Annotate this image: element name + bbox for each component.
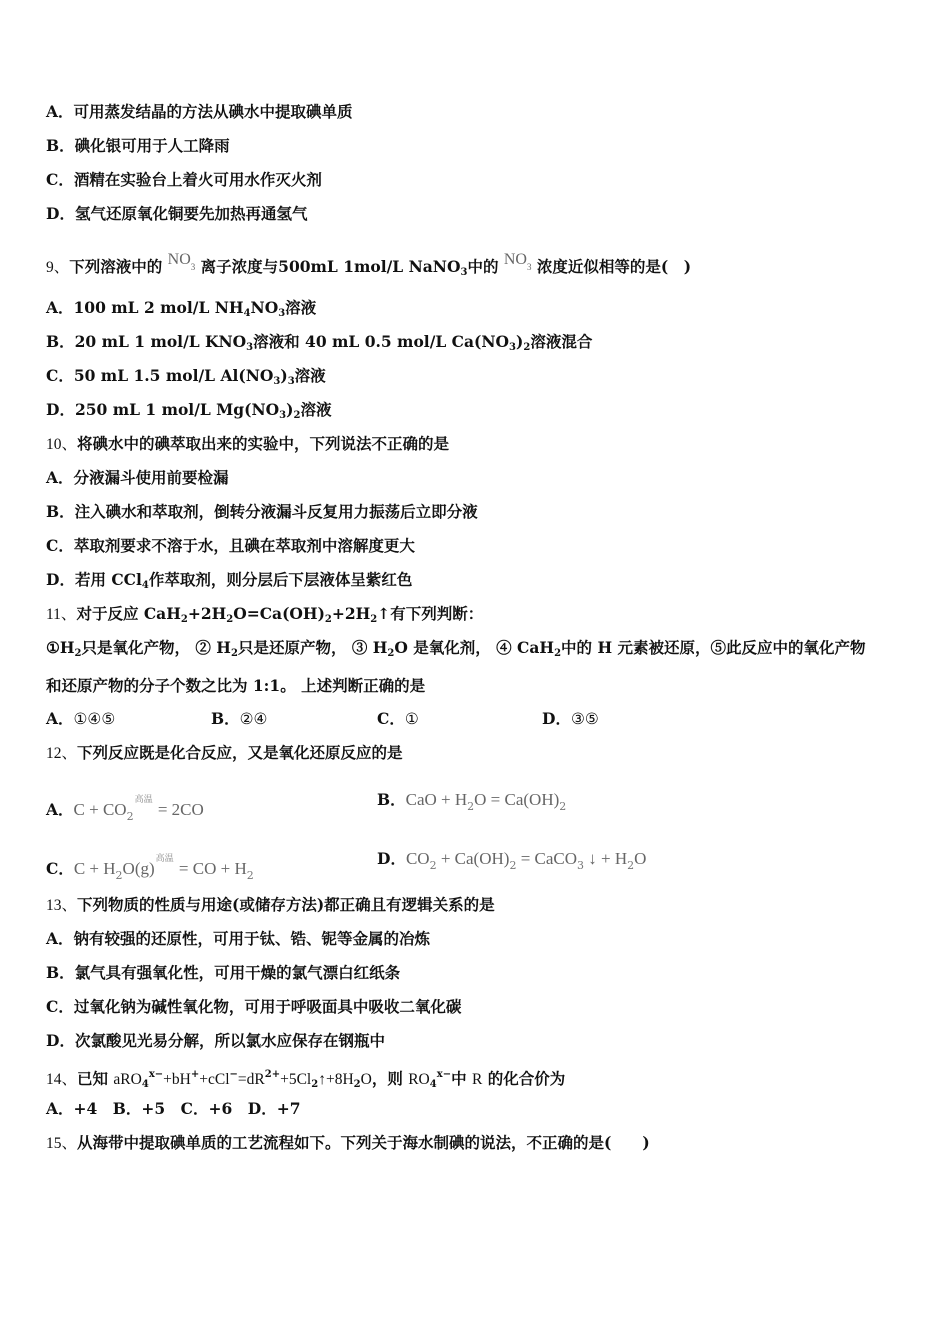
text-run: 9、 (46, 259, 70, 276)
text-run: D． (377, 849, 406, 868)
superscript: − (229, 1069, 238, 1080)
equation-text: CaO + H (405, 790, 468, 809)
text-run: +cCl (199, 1071, 230, 1088)
text-run: 15、 (46, 1135, 78, 1152)
text-run: D． (542, 709, 571, 728)
text-run: 下列溶液中的 (69, 257, 168, 276)
text-run: 下列反应既是化合反应，又是氧化还原反应的是 (77, 743, 403, 762)
subscript: 2 (370, 614, 378, 625)
subscript: 2 (467, 800, 475, 813)
equation-text: = CO + H (174, 859, 247, 878)
subscript: 3 (509, 342, 516, 353)
high-temperature-label: 高温 (155, 854, 174, 864)
document-line (46, 742, 403, 765)
text-run: aRO (113, 1071, 142, 1088)
document-line (46, 894, 495, 917)
text-run: 和还原产物的分子个数之比为 1:1。 上述判断正确的是 (46, 676, 426, 695)
text-run: 的化合价为 (482, 1069, 566, 1088)
document-line (46, 467, 229, 489)
document-line (46, 675, 425, 697)
text-run: NO (250, 298, 279, 317)
text-run: D．若用 CCl (46, 570, 142, 589)
text-run: B．碘化银可用于人工降雨 (46, 136, 230, 155)
subscript: 2 (387, 648, 395, 659)
subscript: 3 (190, 262, 196, 272)
text-run: +2H (187, 604, 227, 623)
answer-option (46, 708, 115, 731)
document-line (46, 169, 322, 191)
text-run: 中的 (467, 257, 504, 276)
text-run: C．酒精在实验台上着火可用水作灭火剂 (46, 170, 322, 189)
subscript: 3 (278, 308, 286, 319)
document-line (46, 101, 353, 123)
superscript: 2+ (264, 1069, 281, 1080)
text-run: 下列物质的性质与用途(或储存方法)都正确且有逻辑关系的是 (77, 895, 495, 914)
equation-text: O (634, 849, 647, 868)
equation-text: O(g) (122, 859, 155, 878)
text-run: O (360, 1071, 372, 1088)
document-line (46, 297, 316, 325)
equation-text: C + H (73, 859, 116, 878)
superscript: x− (148, 1069, 164, 1080)
text-run: ，则 (371, 1069, 409, 1088)
text-run: 作萃取剂，则分层后下层液体呈紫红色 (148, 570, 413, 589)
document-line (46, 535, 415, 557)
text-run: 中的 H 元素被还原，⑤此反应中的氧化产物 (561, 638, 866, 657)
document-line (46, 1030, 385, 1052)
answer-option (46, 789, 204, 828)
document-line (46, 996, 461, 1018)
text-run: =dR (237, 1071, 265, 1088)
subscript: 2 (627, 859, 635, 872)
text-run: O=Ca(OH) (233, 604, 325, 623)
subscript: 2 (559, 800, 567, 813)
high-temperature-label: 高温 (134, 795, 153, 805)
equation-text: = CaCO (516, 849, 578, 868)
document-line (46, 1064, 565, 1096)
text-run: A．分液漏斗使用前要检漏 (46, 468, 229, 487)
text-run: ②④ (239, 711, 268, 728)
text-run: C． (377, 709, 405, 728)
subscript: 2 (554, 648, 562, 659)
subscript: 2 (353, 1079, 361, 1090)
document-line (46, 637, 866, 665)
text-run: A．可用蒸发结晶的方法从碘水中提取碘单质 (46, 102, 353, 121)
text-run: ①H (46, 638, 75, 657)
subscript: 4 (243, 308, 251, 319)
subscript: 4 (141, 1079, 149, 1090)
text-run: D．次氯酸见光易分解，所以氯水应保存在钢瓶中 (46, 1031, 385, 1050)
text-run: 对于反应 CaH (76, 604, 181, 623)
subscript: 2 (115, 869, 123, 882)
text-run: A． (46, 800, 74, 819)
text-run: ) (286, 400, 294, 419)
superscript: x− (436, 1069, 452, 1080)
subscript: 2 (74, 648, 82, 659)
text-run: ①④⑤ (73, 711, 116, 728)
text-run: 溶液 (285, 298, 317, 317)
subscript: 3 (273, 376, 281, 387)
subscript: 2 (324, 614, 332, 625)
subscript: 2 (509, 859, 517, 872)
document-line (46, 962, 400, 984)
equation-text: = 2CO (153, 800, 204, 819)
text-run: A．钠有较强的还原性，可用于钛、锆、铌等金属的冶炼 (46, 929, 431, 948)
equation-text: CO (405, 849, 430, 868)
text-run: 离子浓度与500mL 1mol/L NaNO (195, 257, 461, 276)
text-run: D．250 mL 1 mol/L Mg(NO (46, 400, 280, 419)
text-run: +5Cl (280, 1071, 312, 1088)
text-run: 从海带中提取碘单质的工艺流程如下。下列关于海水制碘的说法，不正确的是( ) (77, 1133, 650, 1152)
text-run: 将碘水中的碘萃取出来的实验中，下列说法不正确的是 (77, 434, 450, 453)
subscript: 2 (523, 342, 531, 353)
subscript: 4 (141, 580, 149, 591)
text-run: C．萃取剂要求不溶于水，且碘在萃取剂中溶解度更大 (46, 536, 415, 555)
document-line (46, 569, 412, 597)
subscript: 2 (230, 648, 238, 659)
equation-text: O = Ca(OH) (474, 790, 560, 809)
text-run: 10、 (46, 436, 78, 453)
document-line (46, 203, 307, 225)
text-run: 只是还原产物， ③ H (237, 638, 388, 657)
text-run: 14、 (46, 1071, 78, 1088)
subscript: 3 (287, 376, 295, 387)
document-line (46, 399, 331, 427)
text-run: B．20 mL 1 mol/L KNO (46, 332, 247, 351)
text-run: 11、 (46, 606, 77, 623)
text-run: O 是氧化剂， ④ CaH (394, 638, 555, 657)
document-line (46, 433, 449, 456)
text-run: B． (211, 709, 240, 728)
subscript: 2 (246, 869, 254, 882)
subscript: 3 (577, 859, 585, 872)
text-run: ↑+8H (318, 1071, 354, 1088)
subscript: 2 (429, 859, 437, 872)
document-line (46, 603, 483, 631)
text-run: B． (377, 790, 406, 809)
subscript: 4 (429, 1079, 437, 1090)
document-line (46, 249, 691, 284)
text-run: D．氢气还原氧化铜要先加热再通氢气 (46, 204, 308, 223)
text-run: 只是氧化产物， ② H (81, 638, 231, 657)
equation-text: + Ca(OH) (436, 849, 510, 868)
text-run: 溶液混合 (530, 332, 593, 351)
text-run: A． (46, 709, 74, 728)
text-run: +bH (163, 1071, 191, 1088)
text-run: ) (280, 366, 288, 385)
equation-text: C + CO (73, 800, 127, 819)
nitrate-ion-formula: NO (503, 251, 527, 268)
text-run: 溶液和 40 mL 0.5 mol/L Ca(NO (253, 332, 510, 351)
text-run: 13、 (46, 897, 78, 914)
subscript: 3 (279, 410, 287, 421)
text-run: ③⑤ (570, 711, 599, 728)
subscript: 3 (526, 262, 532, 272)
text-run: 中 (451, 1069, 472, 1088)
document-line (46, 331, 592, 359)
text-run: B．注入碘水和萃取剂，倒转分液漏斗反复用力振荡后立即分液 (46, 502, 478, 521)
document-line (46, 928, 430, 950)
nitrate-ion-formula: NO (167, 251, 191, 268)
document-line (46, 1132, 650, 1155)
subscript: 2 (226, 614, 234, 625)
text-run: ) (516, 332, 524, 351)
document-line (46, 1098, 301, 1120)
text-run: A．+4 B．+5 C．+6 D．+7 (46, 1099, 301, 1118)
subscript: 2 (311, 1079, 319, 1090)
text-run: C．50 mL 1.5 mol/L Al(NO (46, 366, 274, 385)
answer-option (377, 708, 419, 731)
subscript: 2 (126, 810, 134, 823)
answer-option (377, 789, 566, 818)
answer-option (211, 708, 267, 731)
subscript: 2 (180, 614, 188, 625)
answer-option (542, 708, 599, 731)
text-run: 溶液 (294, 366, 326, 385)
text-run: A．100 mL 2 mol/L NH (46, 298, 244, 317)
document-line (46, 365, 326, 393)
document-line (46, 501, 478, 523)
text-run: +2H (331, 604, 371, 623)
superscript: + (190, 1069, 200, 1080)
text-run: ↑有下列判断： (377, 604, 484, 623)
text-run: 溶液 (300, 400, 332, 419)
text-run: 已知 (77, 1069, 114, 1088)
text-run: ① (404, 711, 419, 728)
subscript: 2 (293, 410, 301, 421)
subscript: 3 (460, 267, 468, 278)
text-run: RO (408, 1071, 430, 1088)
text-run: C． (46, 859, 74, 878)
text-run: 浓度近似相等的是( ) (531, 257, 692, 276)
text-run: B．氯气具有强氧化性，可用干燥的氯气漂白红纸条 (46, 963, 401, 982)
subscript: 3 (246, 342, 254, 353)
equation-text: ↓ + H (584, 849, 628, 868)
text-run: 12、 (46, 745, 78, 762)
answer-option (46, 848, 254, 887)
answer-option (377, 848, 646, 877)
text-run: C．过氧化钠为碱性氧化物，可用于呼吸面具中吸收二氧化碳 (46, 997, 462, 1016)
text-run: R (471, 1071, 483, 1088)
document-line (46, 135, 230, 157)
